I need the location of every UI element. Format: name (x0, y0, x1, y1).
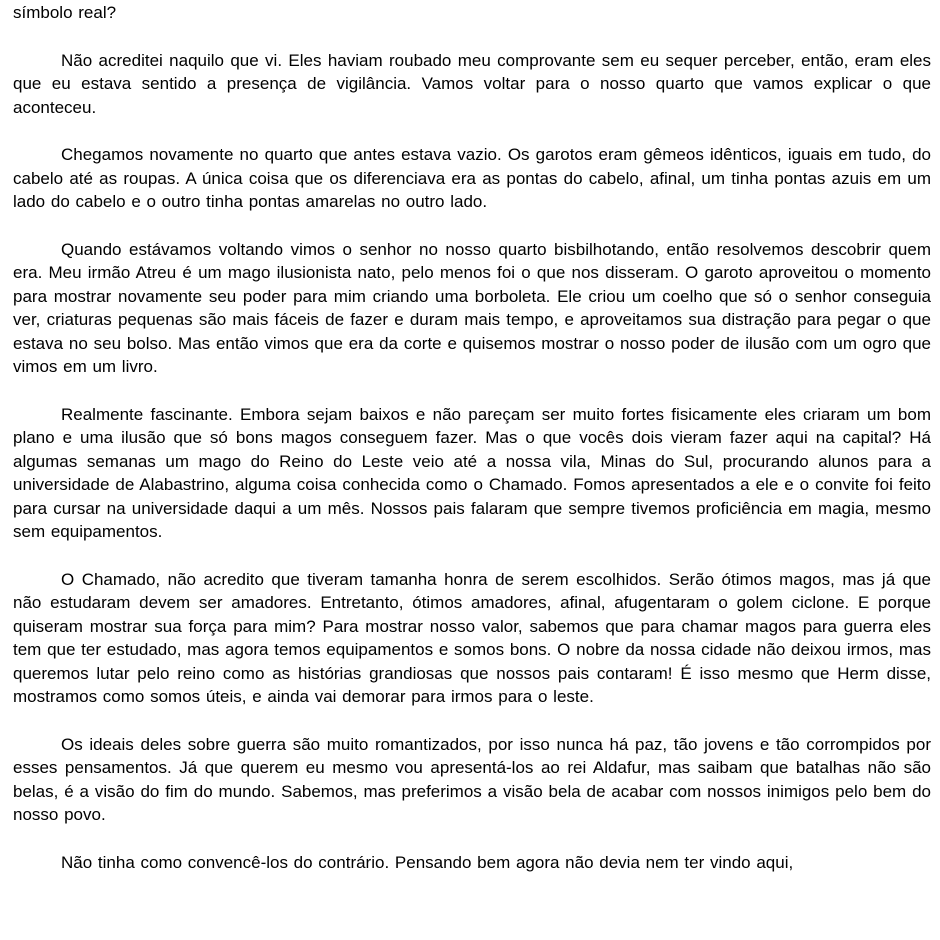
paragraph: Os ideais deles sobre guerra são muito romantizados, por isso nunca há paz, tão jovens e tão corrompidos por esses pensamentos. Já que querem eu mesmo vou apresentá-los ao rei Aldafur, mas saibam que batalhas não são belas, é a visão do fim do mundo. Sabemos, mas preferimos a visão bela de acabar com nossos inimigos pelo bem do nosso povo. (13, 734, 931, 824)
paragraph: Quando estávamos voltando vimos o senhor no nosso quarto bisbilhotando, então resolvemos descobrir quem era. Meu irmão Atreu é um mago ilusionista nato, pelo menos foi o que nos disseram. O garoto aproveitou o momento para mostrar novamente seu poder para mim criando uma borboleta. Ele criou um coelho que só o senhor conseguia ver, criaturas pequenas são mais fáceis de fazer e duram mais tempo, e aproveitamos sua distração para pegar o que estava no seu bolso. Mas então vimos que era da corte e quisemos mostrar o nosso poder de ilusão com um ogro que vimos em um livro. (13, 239, 931, 376)
paragraph: O Chamado, não acredito que tiveram tamanha honra de serem escolhidos. Serão ótimos magos, mas já que não estudaram devem ser amadores. Entretanto, ótimos amadores, afinal, afugentaram o golem ciclone. E porque quiseram mostrar sua força para mim? Para mostrar nosso valor, sabemos que para chamar magos para guerra eles tem que ter estudado, mas agora temos equipamentos e somos bons. O nobre da nossa cidade não deixou irmos, mas queremos lutar pelo reino como as histórias grandiosas que nossos pais contaram! É isso mesmo que Herm disse, mostramos como somos úteis, e ainda vai demorar para irmos para o leste. (13, 569, 931, 706)
paragraph-fragment: símbolo real? (13, 3, 117, 22)
paragraph: Não acreditei naquilo que vi. Eles haviam roubado meu comprovante sem eu sequer perceber, então, eram eles que eu estava sentido a presença de vigilância. Vamos voltar para o nosso quarto que vamos explicar o que aconteceu. (13, 50, 931, 117)
paragraph: Chegamos novamente no quarto que antes estava vazio. Os garotos eram gêmeos idênticos, iguais em tudo, do cabelo até as roupas. A única coisa que os diferenciava era as pontas do cabelo, afinal, um tinha pontas azuis em um lado do cabelo e o outro tinha pontas amarelas no outro lado. (13, 145, 931, 211)
paragraph: Não tinha como convencê-los do contrário. Pensando bem agora não devia nem ter vindo aqui, (61, 852, 794, 872)
paragraph: Realmente fascinante. Embora sejam baixos e não pareçam ser muito fortes fisicamente eles criaram um bom plano e uma ilusão que só bons magos conseguem fazer. Mas o que vocês dois vieram fazer aqui na capital? Há algumas semanas um mago do Reino do Leste veio até a nossa vila, Minas do Sul, procurando alunos para a universidade de Alabastrino, alguma coisa conhecida como o Chamado. Fomos apresentados a ele e o convite foi feito para cursar na universidade daqui a um mês. Nossos pais falaram que sempre tivemos proficiência em magia, mesmo sem equipamentos. (13, 404, 931, 541)
